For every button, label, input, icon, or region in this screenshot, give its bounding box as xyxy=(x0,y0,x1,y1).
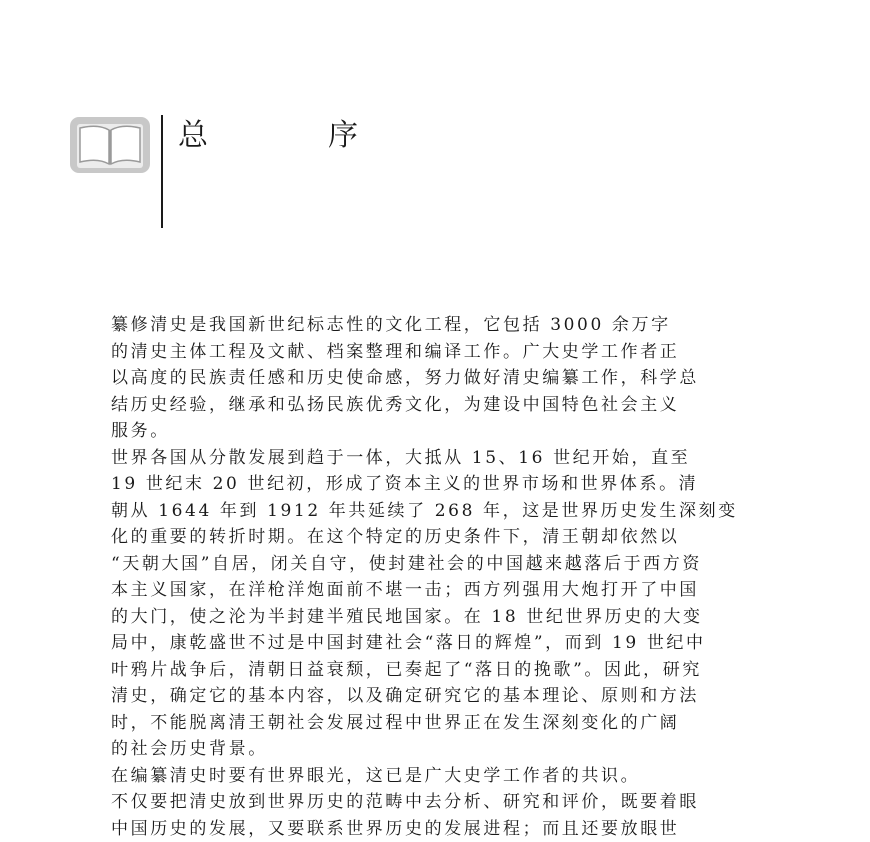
text-line: 的大门，使之沦为半封建半殖民地国家。在 18 世纪世界历史的大变 xyxy=(111,606,703,627)
page-title-char-2: 序 xyxy=(328,118,358,153)
text-line: 19 世纪末 20 世纪初，形成了资本主义的世界市场和世界体系。清 xyxy=(111,474,699,494)
text-line: 不仅要把清史放到世界历史的范畴中去分析、研究和评价，既要着眼 xyxy=(111,792,699,812)
text-line: 在编纂清史时要有世界眼光，这已是广大史学工作者的共识。 xyxy=(111,765,641,786)
text-line: 中国历史的发展，又要联系世界历史的发展进程；而且还要放眼世 xyxy=(111,818,680,839)
text-line: 朝从 1644 年到 1912 年共延续了 268 年，这是世界历史发生深刻变 xyxy=(111,500,738,521)
text-line: 的清史主体工程及文献、档案整理和编译工作。广大史学工作者正 xyxy=(111,341,680,362)
title-divider xyxy=(161,115,163,228)
text-line: “天朝大国”自居，闭关自守，使封建社会的中国越来越落后于西方资 xyxy=(111,553,702,574)
body-text xyxy=(71,312,811,842)
text-line: 清史，确定它的基本内容，以及确定研究它的基本理论、原则和方法 xyxy=(111,686,699,706)
text-line: 化的重要的转折时期。在这个特定的历史条件下，清王朝却依然以 xyxy=(111,527,680,547)
text-line: 结历史经验，继承和弘扬民族优秀文化，为建设中国特色社会主义 xyxy=(111,394,680,415)
text-line: 的社会历史背景。 xyxy=(111,739,268,759)
paragraph-2 xyxy=(71,445,811,763)
text-line: 本主义国家，在洋枪洋炮面前不堪一击；西方列强用大炮打开了中国 xyxy=(111,580,699,600)
text-line: 叶鸦片战争后，清朝日益衰颓，已奏起了“落日的挽歌”。因此，研究 xyxy=(111,659,702,680)
text-line: 纂修清史是我国新世纪标志性的文化工程，它包括 3000 余万字 xyxy=(111,315,671,335)
paragraph-1 xyxy=(71,312,811,445)
text-line: 时，不能脱离清王朝社会发展过程中世界正在发生深刻变化的广阔 xyxy=(111,712,680,733)
text-line: 以高度的民族责任感和历史使命感，努力做好清史编纂工作，科学总 xyxy=(111,368,699,388)
text-line: 服务。 xyxy=(111,421,170,441)
text-line: 世界各国从分散发展到趋于一体，大抵从 15、16 世纪开始，直至 xyxy=(111,447,691,468)
open-book-icon xyxy=(68,115,152,175)
paragraph-3 xyxy=(71,763,811,842)
page-title-char-1: 总 xyxy=(178,118,208,153)
text-line: 局中，康乾盛世不过是中国封建社会“落日的辉煌”，而到 19 世纪中 xyxy=(111,633,706,653)
